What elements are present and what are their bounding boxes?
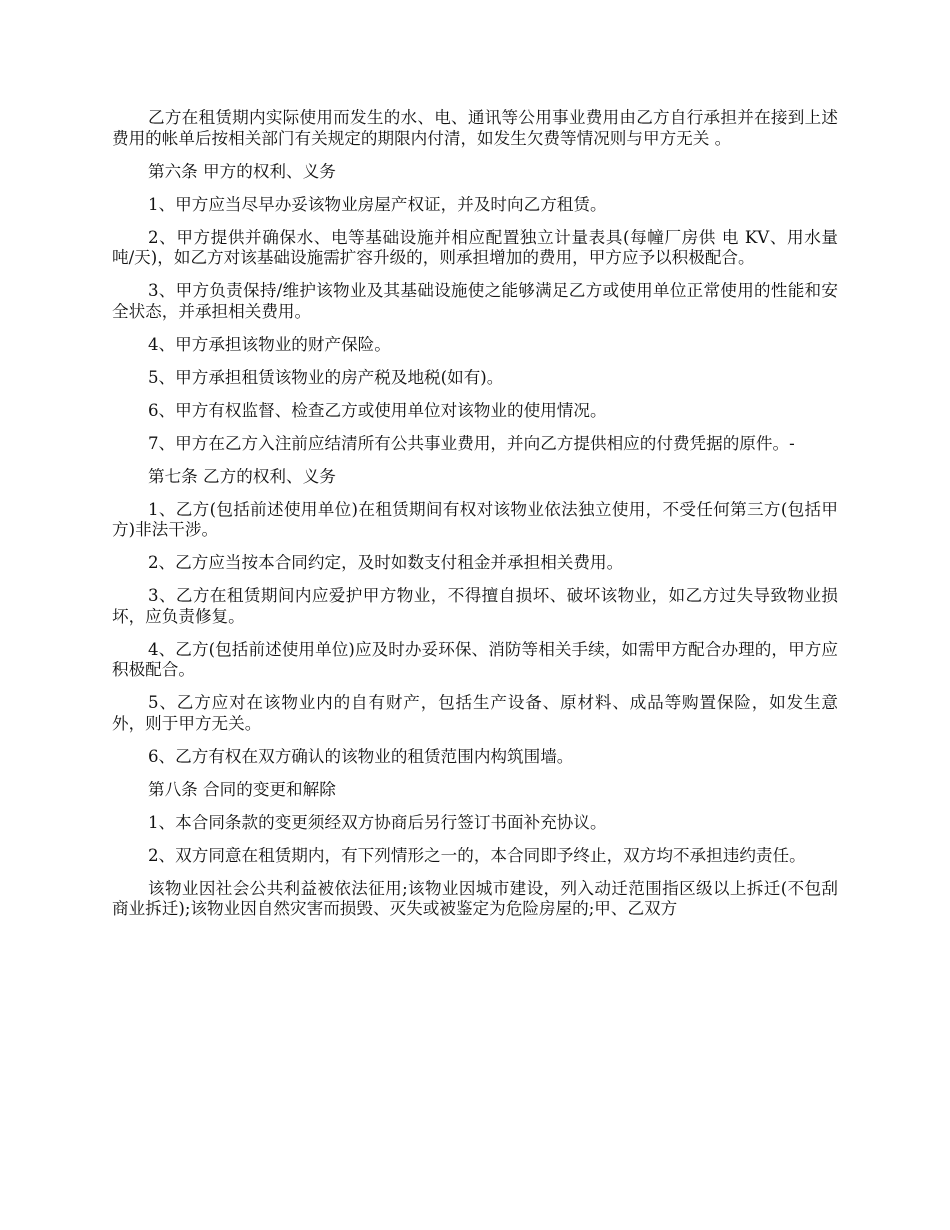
paragraph-article-6-item-4: 4、甲方承担该物业的财产保险。 (148, 334, 391, 354)
paragraph-article-6-item-5: 5、甲方承担租赁该物业的房产税及地税(如有)。 (148, 367, 504, 387)
paragraph-article-8-item-2: 2、双方同意在租赁期内，有下列情形之一的，本合同即予终止，双方均不承担违约责任。 (148, 845, 806, 865)
paragraph-article-6-item-2: 2、甲方提供并确保水、电等基础设施并相应配置独立计量表具(每幢厂房供 电 KV、用水量 吨/天)，如乙方对该基础设施需扩容升级的，则承担增加的费用，甲方应予以积极配合。 (112, 227, 838, 267)
paragraph-article-6-item-3: 3、甲方负责保持/维护该物业及其基础设施使之能够满足乙方或使用单位正常使用的性能和安全状态，并承担相关费用。 (112, 281, 838, 321)
paragraph-utility-fees: 乙方在租赁期内实际使用而发生的水、电、通讯等公用事业费用由乙方自行承担并在接到上述费用的帐单后按相关部门有关规定的期限内付清，如发生欠费等情况则与甲方无关 。 (112, 108, 838, 148)
document-body (112, 108, 838, 920)
heading-article-6: 第六条 甲方的权利、义务 (148, 161, 336, 181)
paragraph-article-7-item-6: 6、乙方有权在双方确认的该物业的租赁范围内构筑围墙。 (148, 746, 574, 766)
paragraph-article-6-item-7: 7、甲方在乙方入注前应结清所有公共事业费用，并向乙方提供相应的付费凭据的原件。- (148, 433, 795, 453)
paragraph-article-7-item-5: 5、乙方应对在该物业内的自有财产，包括生产设备、原材料、成品等购置保险，如发生意外，则于甲方无关。 (112, 693, 838, 733)
paragraph-termination-cases: 该物业因社会公共利益被依法征用;该物业因城市建设，列入动迁范围指区级以上拆迁(不包刮商业拆迁);该物业因自然灾害而损毁、灭失或被鉴定为危险房屋的;甲、乙双方 (112, 878, 838, 918)
paragraph-article-7-item-4: 4、乙方(包括前述使用单位)应及时办妥环保、消防等相关手续，如需甲方配合办理的，甲方应积极配合。 (112, 639, 838, 679)
paragraph-article-7-item-1: 1、乙方(包括前述使用单位)在租赁期间有权对该物业依法独立使用，不受任何第三方(包括甲方)非法干涉。 (112, 499, 838, 539)
paragraph-article-8-item-1: 1、本合同条款的变更须经双方协商后另行签订书面补充协议。 (148, 812, 607, 832)
heading-article-8: 第八条 合同的变更和解除 (148, 779, 336, 799)
paragraph-article-7-item-2: 2、乙方应当按本合同约定，及时如数支付租金并承担相关费用。 (148, 553, 624, 572)
paragraph-article-7-item-3: 3、乙方在租赁期间内应爱护甲方物业，不得擅自损坏、破坏该物业，如乙方过失导致物业损坏，应负责修复。 (112, 586, 838, 626)
heading-article-7: 第七条 乙方的权利、义务 (148, 466, 336, 486)
paragraph-article-6-item-6: 6、甲方有权监督、检查乙方或使用单位对该物业的使用情况。 (148, 400, 607, 420)
paragraph-article-6-item-1: 1、甲方应当尽早办妥该物业房屋产权证，并及时向乙方租赁。 (148, 194, 607, 214)
